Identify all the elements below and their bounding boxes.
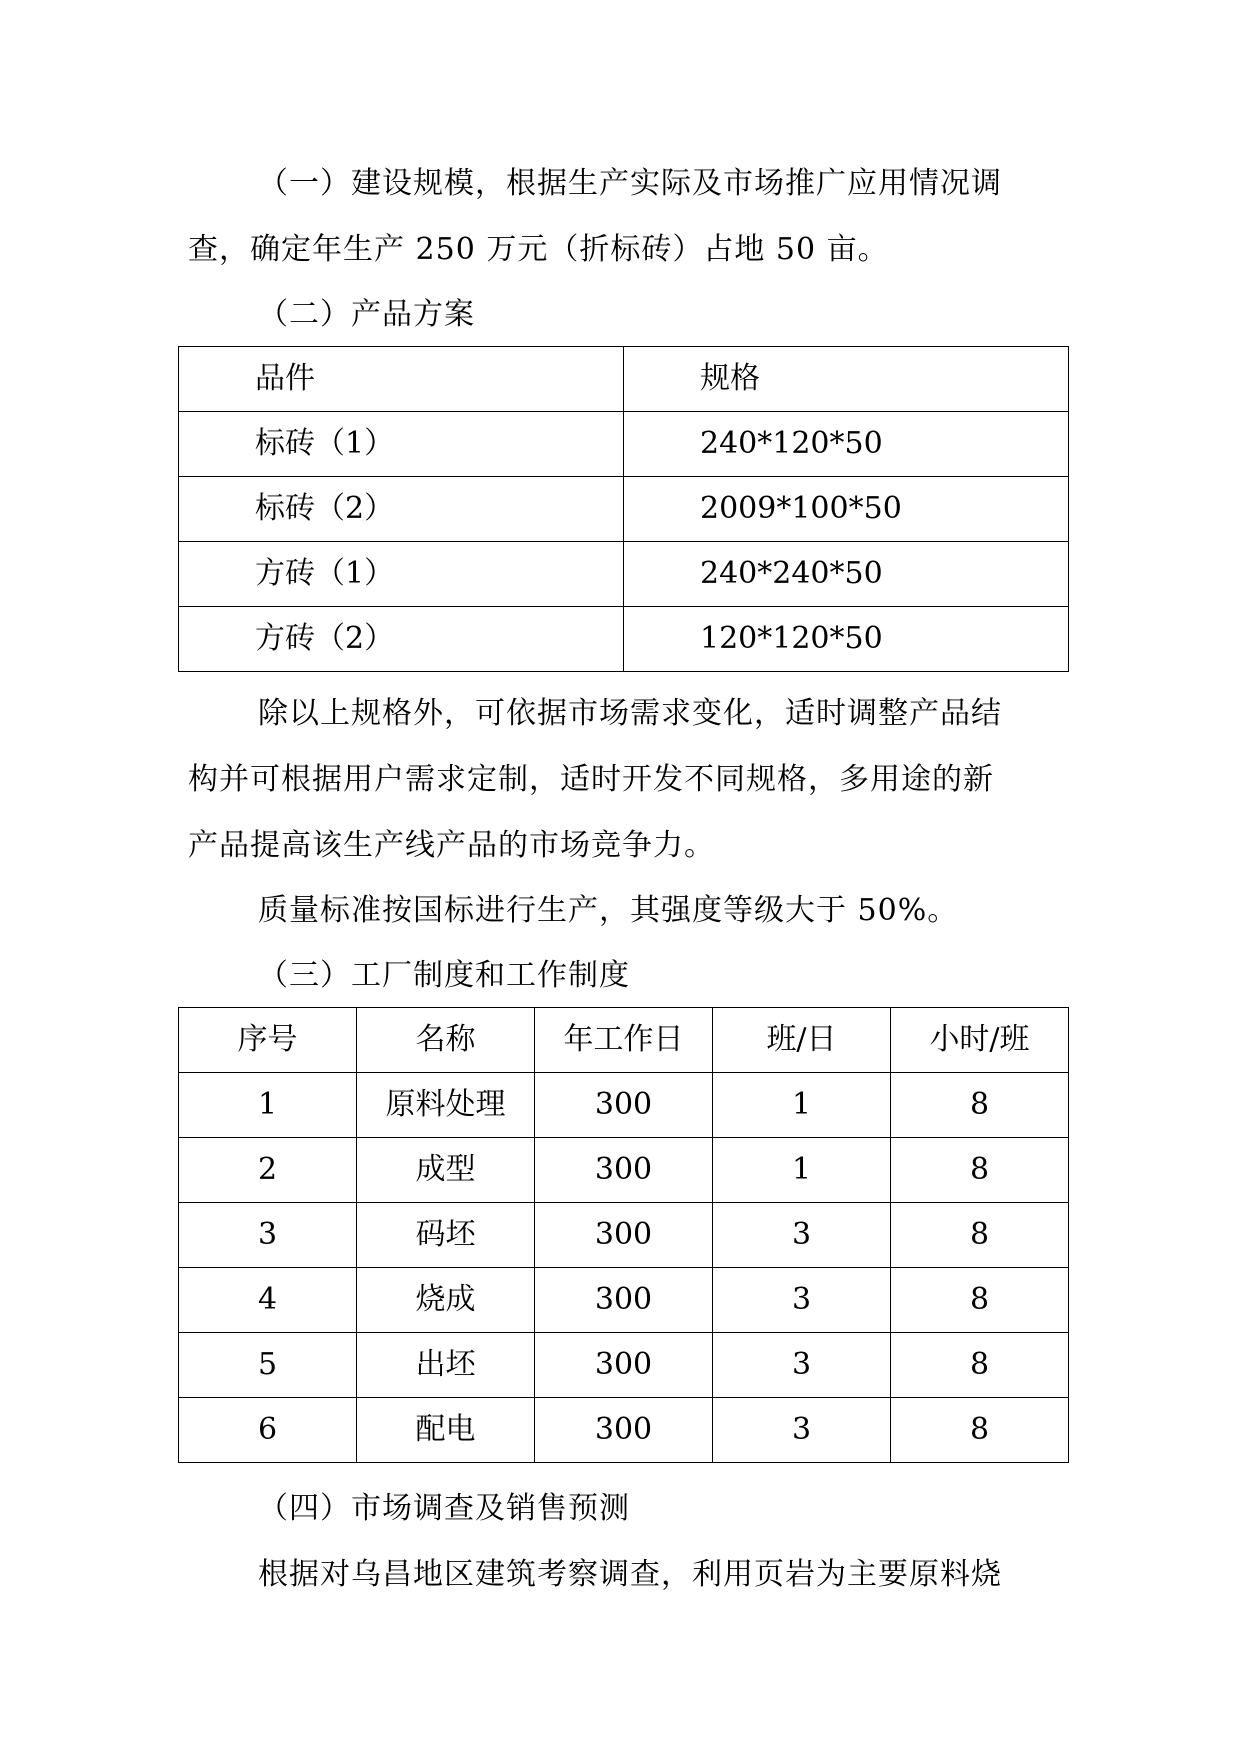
table-cell: 300 <box>535 1138 713 1203</box>
table-cell: 240*120*50 <box>624 412 1069 477</box>
paragraph-2-line-2: 构并可根据用户需求定制，适时开发不同规格，多用途的新 <box>188 762 994 797</box>
table-cell: 3 <box>713 1398 891 1463</box>
table-cell: 1 <box>713 1138 891 1203</box>
table-cell: 方砖（1） <box>179 542 624 607</box>
table-cell: 300 <box>535 1073 713 1138</box>
work-schedule-table <box>178 1007 1069 1463</box>
table-header-cell: 名称 <box>357 1008 535 1073</box>
table-cell: 300 <box>535 1268 713 1333</box>
table-cell: 8 <box>891 1073 1069 1138</box>
table-cell: 120*120*50 <box>624 607 1069 672</box>
table-cell: 8 <box>891 1268 1069 1333</box>
table-cell: 码坯 <box>357 1203 535 1268</box>
paragraph-2-line-1: 除以上规格外，可依据市场需求变化，适时调整产品结 <box>258 696 1002 731</box>
table-cell: 方砖（2） <box>179 607 624 672</box>
table-header-cell: 小时/班 <box>891 1008 1069 1073</box>
table-cell: 3 <box>713 1268 891 1333</box>
table-cell: 8 <box>891 1333 1069 1398</box>
table-header-cell: 规格 <box>624 347 1069 412</box>
paragraph-1-line-1: （一）建设规模，根据生产实际及市场推广应用情况调 <box>258 166 1002 201</box>
table-header-row <box>179 347 1069 412</box>
table-cell: 300 <box>535 1333 713 1398</box>
table-cell: 8 <box>891 1203 1069 1268</box>
table-cell: 标砖（2） <box>179 477 624 542</box>
table-row <box>179 1138 1069 1203</box>
table-header-cell: 年工作日 <box>535 1008 713 1073</box>
paragraph-2-line-3: 产品提高该生产线产品的市场竞争力。 <box>188 828 715 863</box>
table-row <box>179 1073 1069 1138</box>
table-cell: 5 <box>179 1333 357 1398</box>
table-cell: 配电 <box>357 1398 535 1463</box>
table-cell: 4 <box>179 1268 357 1333</box>
table-row <box>179 1203 1069 1268</box>
section-heading-4: （四）市场调查及销售预测 <box>258 1491 630 1526</box>
table-cell: 3 <box>713 1203 891 1268</box>
table-header-row <box>179 1008 1069 1073</box>
table-cell: 8 <box>891 1138 1069 1203</box>
paragraph-1-line-2: 查，确定年生产 250 万元（折标砖）占地 50 亩。 <box>188 232 889 267</box>
table-row <box>179 477 1069 542</box>
table-cell: 标砖（1） <box>179 412 624 477</box>
section-heading-3: （三）工厂制度和工作制度 <box>258 958 630 993</box>
table-row <box>179 607 1069 672</box>
table-row <box>179 1333 1069 1398</box>
product-spec-table <box>178 346 1069 672</box>
table-cell: 6 <box>179 1398 357 1463</box>
table-cell: 3 <box>713 1333 891 1398</box>
table-header-cell: 班/日 <box>713 1008 891 1073</box>
table-cell: 烧成 <box>357 1268 535 1333</box>
table-cell: 2 <box>179 1138 357 1203</box>
table-cell: 240*240*50 <box>624 542 1069 607</box>
table-cell: 300 <box>535 1203 713 1268</box>
paragraph-4-line-1: 根据对乌昌地区建筑考察调查，利用页岩为主要原料烧 <box>258 1557 1002 1592</box>
table-row <box>179 542 1069 607</box>
table-cell: 成型 <box>357 1138 535 1203</box>
table-cell: 3 <box>179 1203 357 1268</box>
table-row <box>179 1268 1069 1333</box>
paragraph-3: 质量标准按国标进行生产，其强度等级大于 50%。 <box>258 893 959 928</box>
table-cell: 出坯 <box>357 1333 535 1398</box>
table-row <box>179 1398 1069 1463</box>
table-cell: 300 <box>535 1398 713 1463</box>
table-header-cell: 品件 <box>179 347 624 412</box>
table-cell: 2009*100*50 <box>624 477 1069 542</box>
table-cell: 8 <box>891 1398 1069 1463</box>
table-header-cell: 序号 <box>179 1008 357 1073</box>
section-heading-2: （二）产品方案 <box>258 297 475 332</box>
table-cell: 原料处理 <box>357 1073 535 1138</box>
table-cell: 1 <box>713 1073 891 1138</box>
table-cell: 1 <box>179 1073 357 1138</box>
table-row <box>179 412 1069 477</box>
